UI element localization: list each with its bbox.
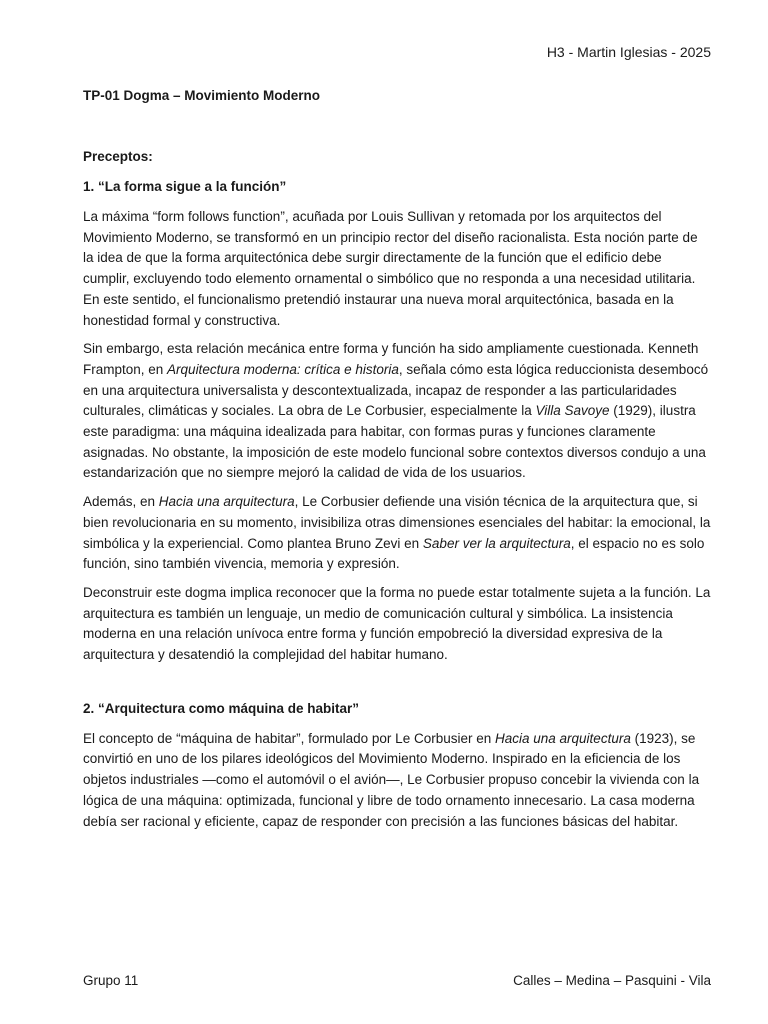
section-1-heading: 1. “La forma sigue a la función” bbox=[83, 179, 287, 194]
paragraph-text: (1929), ilustra este paradigma: una máquina idealizada para habitar, con formas puras y funciones claramente asignadas. No obstante, la imposición de este modelo funcional sobre contextos diversos condujo a una estandarización que no siempre mejoró la calidad de vida de los usuarios. bbox=[83, 403, 706, 481]
document-body bbox=[83, 86, 711, 832]
work-title-italic: Villa Savoye bbox=[535, 403, 610, 419]
book-title-italic: Saber ver la arquitectura bbox=[422, 535, 571, 551]
footer-group: Grupo 11 bbox=[83, 973, 139, 988]
paragraph-text: , el espacio no es solo función, sino también vivencia, memoria y expresión. bbox=[83, 535, 705, 572]
section-1-paragraph-4: Deconstruir este dogma implica reconocer que la forma no puede estar totalmente sujeta a la función. La arquitectura es también un lenguaje, un medio de comunicación cultural y simbólica. La insistencia moderna en una relación unívoca entre forma y función empobreció la diversidad expresiva de la arquitectura y desatendió la complejidad del habitar humano. bbox=[83, 584, 711, 663]
book-title-italic: Arquitectura moderna: crítica e historia bbox=[167, 361, 399, 377]
book-title-italic: Hacia una arquitectura bbox=[495, 730, 631, 746]
paragraph-text: , señala cómo esta lógica reduccionista desembocó en una arquitectura universalista y descontextualizada, incapaz de responder a las particularidades culturales, climáticas y sociales. La obra de Le Corbusier, especialmente la bbox=[83, 361, 709, 419]
paragraph-text: Sin embargo, esta relación mecánica entre forma y función ha sido ampliamente cuestionada. Kenneth Frampton, en bbox=[83, 341, 699, 377]
section-1-paragraph-3 bbox=[83, 492, 711, 575]
section-1-paragraph-1: La máxima “form follows function”, acuñada por Louis Sullivan y retomada por los arquitectos del Movimiento Moderno, se transformó en un principio rector del diseño racionalista. Esta noción parte de la idea de que la forma arquitectónica debe surgir directamente de la función que el edificio debe cumplir, excluyendo todo elemento ornamental o simbólico que no responda a una necesidad utilitaria. En este sentido, el funcionalismo pretendió instaurar una nueva moral arquitectónica, basada en la honestidad formal y constructiva. bbox=[83, 209, 698, 328]
footer-members: Calles – Medina – Pasquini - Vila bbox=[513, 973, 711, 988]
header-author: H3 - Martin Iglesias - 2025 bbox=[546, 44, 711, 60]
book-title-italic: Hacia una arquitectura bbox=[158, 494, 295, 510]
paragraph-text: (1923), se convirtió en uno de los pilares ideológicos del Movimiento Moderno. Inspirado en la eficiencia de los objetos industriales —como el automóvil o el avión—, Le Corbusier propuso concebir la vivienda con la lógica de una máquina: optimizada, funcional y libre de todo ornamento innecesario. La casa moderna debía ser racional y eficiente, capaz de responder con precisión a las funciones básicas del habitar. bbox=[83, 730, 700, 829]
section-1-paragraph-2 bbox=[83, 339, 711, 484]
paragraph-text: , Le Corbusier defiende una visión técnica de la arquitectura que, si bien revolucionaria en su momento, invisibiliza otras dimensiones esenciales del habitar: la emocional, la simbólica y la experiencial. Como plantea Bruno Zevi en bbox=[83, 494, 711, 551]
paragraph-text: Además, en bbox=[83, 494, 159, 510]
preceptos-label: Preceptos: bbox=[83, 149, 153, 164]
section-2-paragraph-1 bbox=[83, 729, 711, 833]
document-title: TP-01 Dogma – Movimiento Moderno bbox=[83, 88, 321, 103]
paragraph-text: El concepto de “máquina de habitar”, formulado por Le Corbusier en bbox=[83, 730, 495, 746]
section-2-heading: 2. “Arquitectura como máquina de habitar” bbox=[83, 700, 360, 716]
